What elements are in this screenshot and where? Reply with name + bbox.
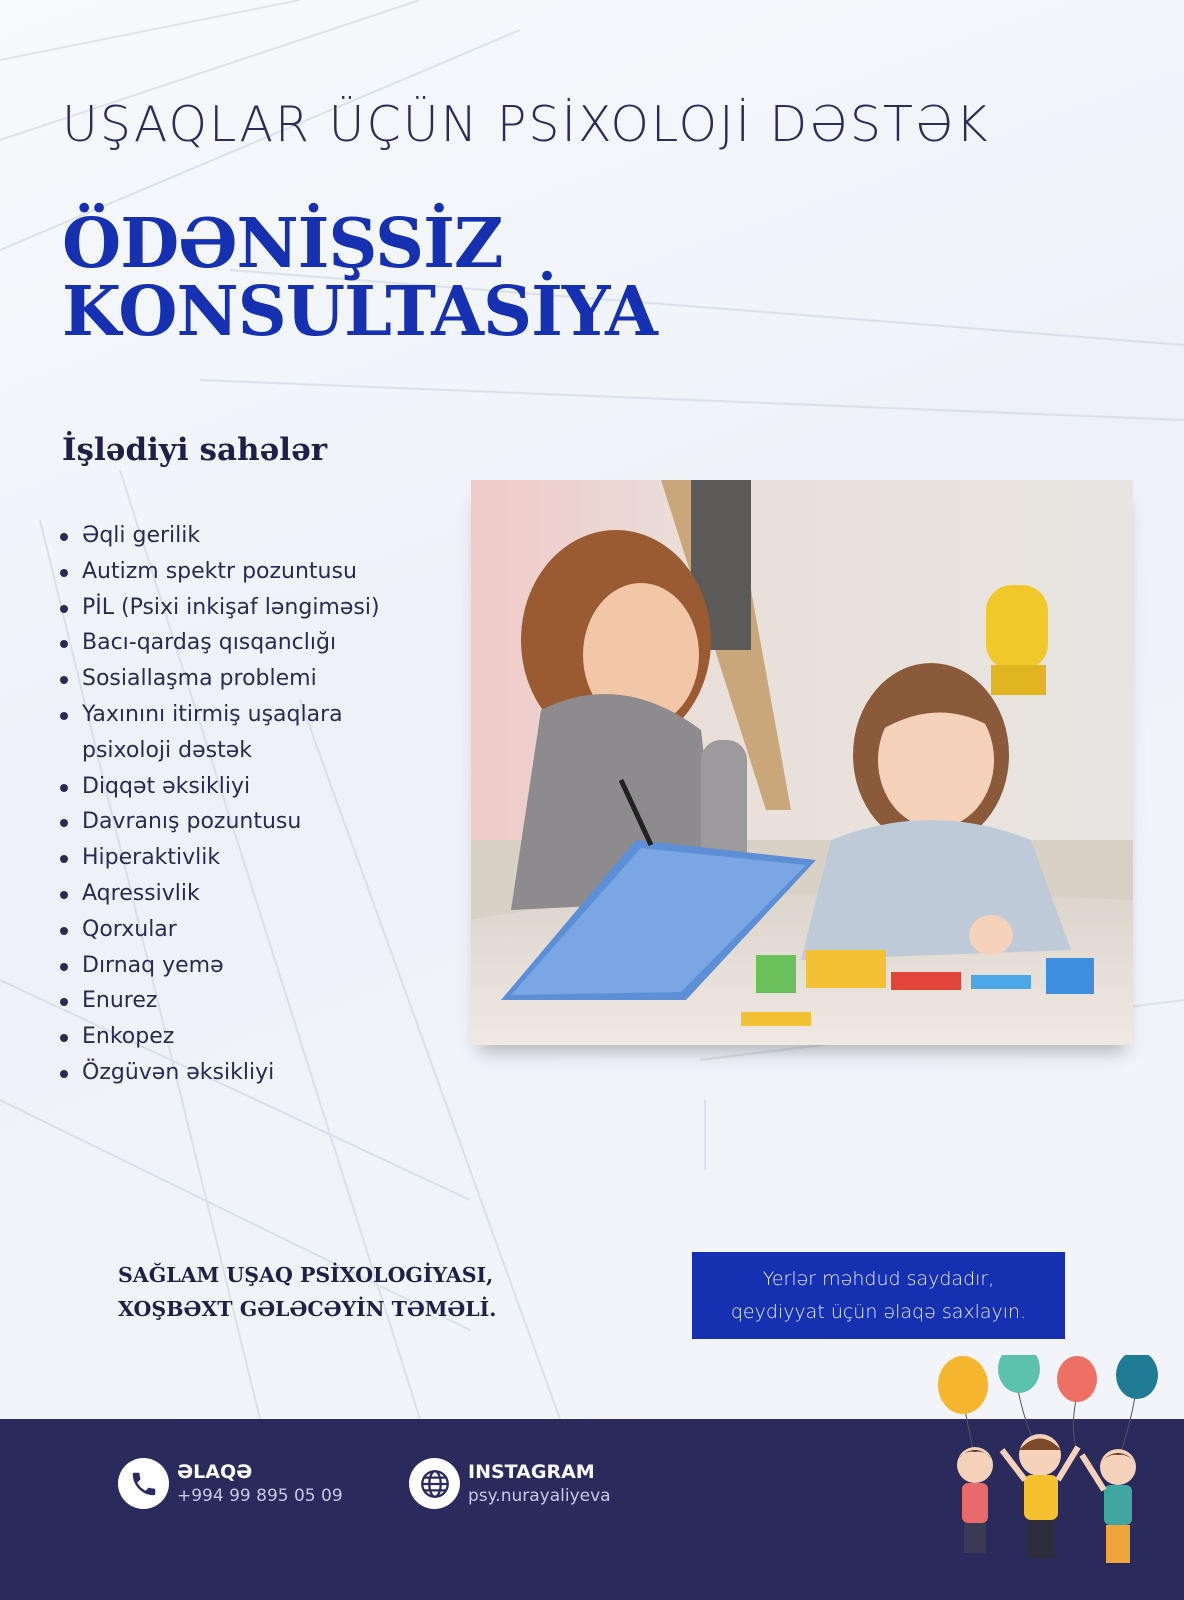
- contact-instagram[interactable]: [409, 1458, 611, 1509]
- list-item: Enurez: [58, 983, 428, 1019]
- list-item: Diqqət əksikliyi: [58, 769, 428, 805]
- headline-line-1: ÖDƏNİŞSİZ: [62, 204, 503, 284]
- headline: [62, 204, 657, 352]
- areas-list: [58, 518, 428, 1091]
- contact-phone[interactable]: [118, 1458, 343, 1509]
- list-item: Əqli gerilik: [58, 518, 428, 554]
- notice-line-2: qeydiyyat üçün əlaqə saxlayın.: [730, 1300, 1027, 1323]
- list-item: Autizm spektr pozuntusu: [58, 554, 428, 590]
- list-item: Aqressivlik: [58, 876, 428, 912]
- contact-phone-value[interactable]: +994 99 895 05 09: [177, 1485, 343, 1506]
- globe-icon: [409, 1458, 460, 1509]
- contact-instagram-value[interactable]: psy.nurayaliyeva: [468, 1485, 611, 1506]
- notice-line-1: Yerlər məhdud saydadır,: [762, 1267, 995, 1290]
- phone-icon: [118, 1458, 169, 1509]
- areas-heading: İşlədiyi sahələr: [62, 432, 328, 468]
- list-item: Qorxular: [58, 912, 428, 948]
- registration-notice: [692, 1252, 1065, 1339]
- headline-line-2: KONSULTASİYA: [62, 272, 657, 352]
- list-item: Enkopez: [58, 1019, 428, 1055]
- list-item: Bacı-qardaş qısqanclığı: [58, 625, 428, 661]
- page-title: UŞAQLAR ÜÇÜN PSİXOLOJİ DƏSTƏK: [62, 96, 990, 153]
- list-item: Yaxınını itirmiş uşaqlara psixoloji dəstək: [58, 697, 428, 769]
- list-item: Dırnaq yemə: [58, 948, 428, 984]
- kids-balloons-illustration: [930, 1355, 1184, 1600]
- list-item: Davranış pozuntusu: [58, 804, 428, 840]
- slogan-line-1: SAĞLAM UŞAQ PSİXOLOGİYASI,: [118, 1263, 494, 1287]
- list-item: Özgüvən əksikliyi: [58, 1055, 428, 1091]
- contact-instagram-label: INSTAGRAM: [468, 1460, 595, 1483]
- slogan: [118, 1258, 496, 1326]
- list-item: PİL (Psixi inkişaf ləngiməsi): [58, 590, 428, 626]
- therapy-photo: [471, 480, 1133, 1045]
- contact-phone-label: ƏLAQƏ: [177, 1460, 253, 1483]
- list-item: Sosiallaşma problemi: [58, 661, 428, 697]
- list-item: Hiperaktivlik: [58, 840, 428, 876]
- slogan-line-2: XOŞBƏXT GƏLƏCƏYİN TƏMƏLİ.: [118, 1297, 497, 1321]
